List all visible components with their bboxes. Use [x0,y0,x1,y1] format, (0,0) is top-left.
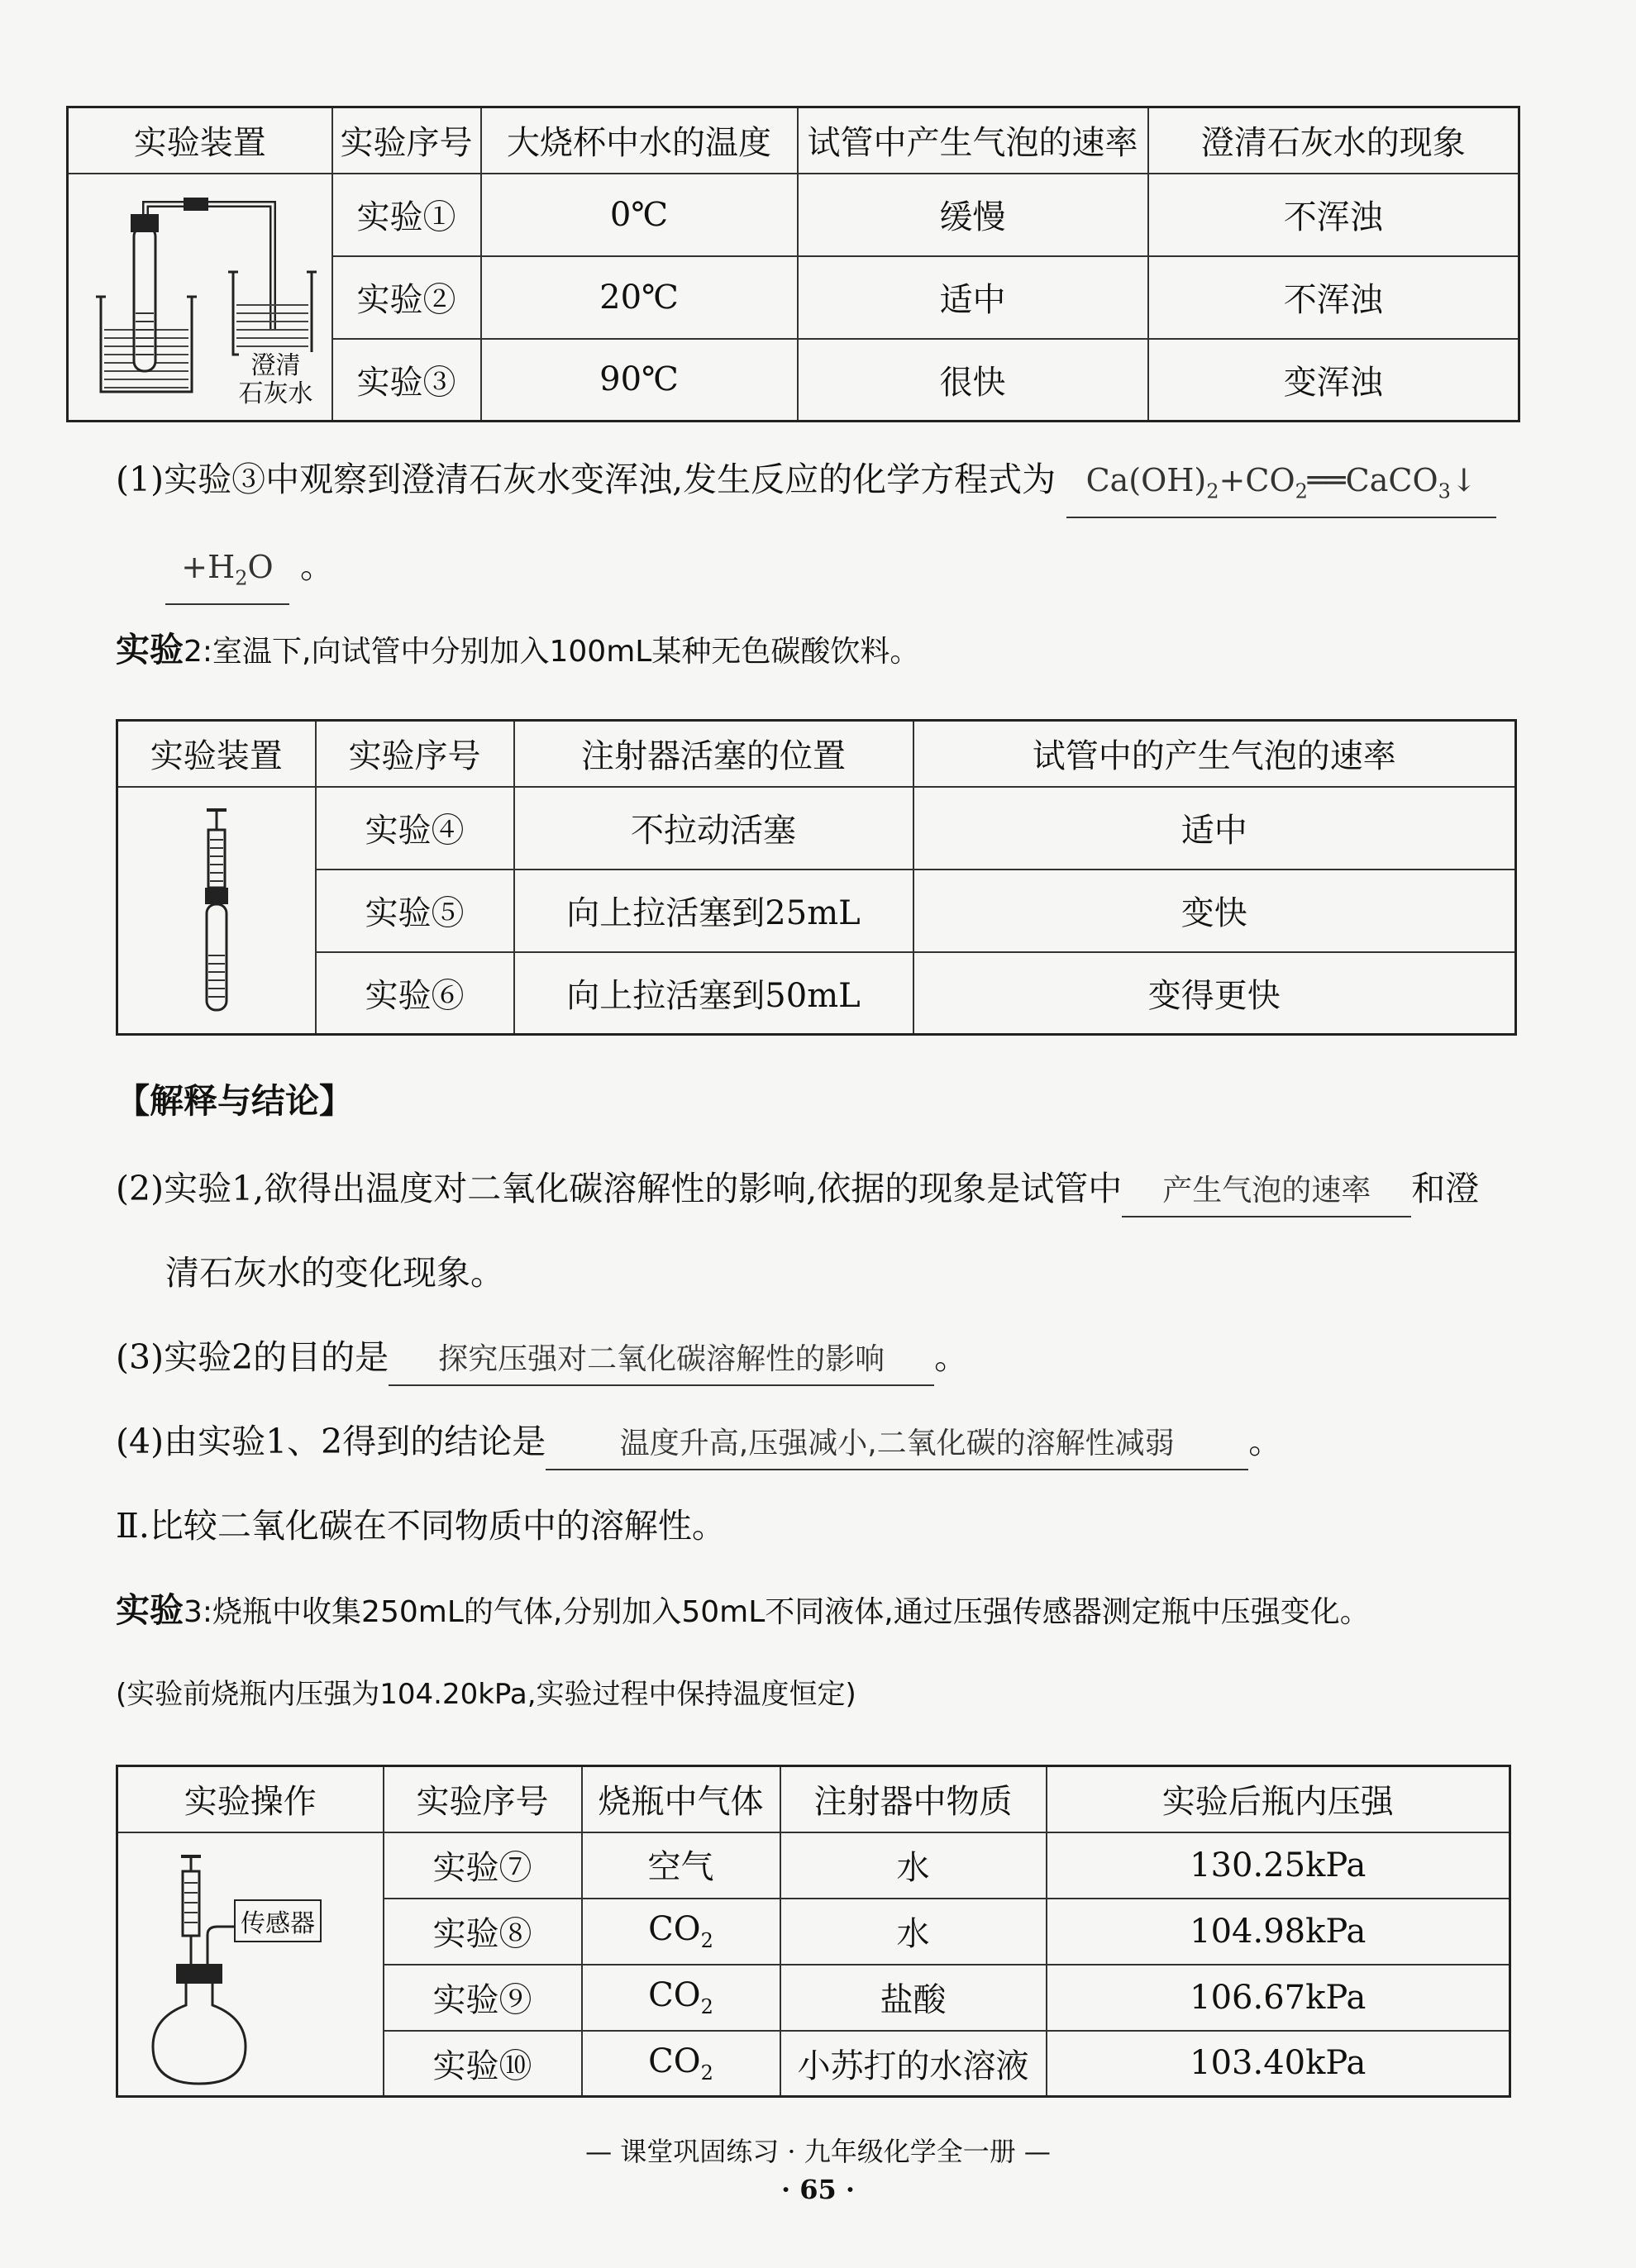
limewater-label: 澄清 石灰水 [238,351,313,408]
question-2-continued: 清石灰水的变化现象。 [165,1253,504,1293]
table1-row-id: 实验② [332,256,481,339]
table3-header-pressure: 实验后瓶内压强 [1047,1766,1510,1832]
table3-row-pressure: 106.67kPa [1047,1965,1510,2031]
table3-row-gas: $CO_2$ [582,1965,780,2031]
exp3-text: 3:烧瓶中收集250mL的气体,分别加入50mL不同液体,通过压强传感器测定瓶中压强变化。 [184,1595,1370,1629]
table3-row-id: 实验⑦ [384,1832,582,1899]
experiment-2-intro [116,625,919,677]
table2-apparatus-cell [117,787,316,1035]
experiment-2-table [116,719,1517,1036]
q2-answer: 产生气泡的速率 [1122,1166,1411,1217]
table2-header-apparatus: 实验装置 [117,721,316,787]
table3-row-pressure: 104.98kPa [1047,1899,1510,1965]
table2-row-position: 不拉动活塞 [514,787,913,870]
question-4 [116,1417,1282,1470]
q3-prompt: (3)实验2的目的是 [116,1337,389,1377]
table3-apparatus-cell [117,1832,384,2097]
table3-header-gas: 烧瓶中气体 [582,1766,780,1832]
table2-header-rate: 试管中的产生气泡的速率 [913,721,1516,787]
table1-row-temp: 90℃ [481,339,798,422]
footer-title: — 课堂巩固练习 · 九年级化学全一册 — [585,2136,1051,2167]
table3-header-operation: 实验操作 [117,1766,384,1832]
q1-prompt: (1)实验③中观察到澄清石灰水变浑浊,发生反应的化学方程式为 [116,460,1056,499]
part-2-title: Ⅱ.比较二氧化碳在不同物质中的溶解性。 [116,1506,726,1546]
q3-answer: 探究压强对二氧化碳溶解性的影响 [389,1335,934,1386]
table1-header-temp: 大烧杯中水的温度 [481,107,798,174]
table1-row-id: 实验① [332,174,481,256]
table3-row-id: 实验⑧ [384,1899,582,1965]
table2-header-id: 实验序号 [316,721,514,787]
table3-row-gas: $CO_2$ [582,1899,780,1965]
q1-answer: $Ca(OH)_2+CO_2══CaCO_3↓$ [1066,455,1496,518]
table3-row-substance: 小苏打的水溶液 [780,2031,1047,2097]
sensor-label: 传感器 [234,1899,322,1942]
table2-row-rate: 变得更快 [913,952,1516,1035]
table1-row-rate: 适中 [798,256,1148,339]
table3-row-gas: 空气 [582,1832,780,1899]
table1-header-id: 实验序号 [332,107,481,174]
table1-header-rate: 试管中产生气泡的速率 [798,107,1148,174]
table1-row-temp: 20℃ [481,256,798,339]
table2-header-position: 注射器活塞的位置 [514,721,913,787]
table3-header-substance: 注射器中物质 [780,1766,1047,1832]
experiment-3-intro [116,1585,1370,1637]
table3-row-substance: 盐酸 [780,1965,1047,2031]
table2-row-rate: 适中 [913,787,1516,870]
q1-answer-continued: $+H_2O$ [165,542,289,605]
table3-row-substance: 水 [780,1899,1047,1965]
flask-syringe-sensor-icon [151,1840,350,2088]
table1-row-temp: 0℃ [481,174,798,256]
table1-row-id: 实验③ [332,339,481,422]
page-number: · 65 · [780,2174,856,2205]
q3-end: 。 [934,1337,969,1377]
table2-row-id: 实验④ [316,787,514,870]
question-2 [116,1164,1479,1217]
table1-row-rate: 很快 [798,339,1148,422]
table2-row-position: 向上拉活塞到25mL [514,870,913,952]
q4-prompt: (4)由实验1、2得到的结论是 [116,1422,546,1461]
q4-answer: 温度升高,压强减小,二氧化碳的溶解性减弱 [546,1419,1248,1470]
table3-row-gas: $CO_2$ [582,2031,780,2097]
table1-apparatus-cell [68,174,332,422]
table3-row-id: 实验⑩ [384,2031,582,2097]
table1-header-apparatus: 实验装置 [68,107,332,174]
table1-row-phenomenon: 变浑浊 [1148,339,1519,422]
exp3-label: 实验 [116,1590,184,1630]
table3-row-substance: 水 [780,1832,1047,1899]
question-1-continued [165,541,334,605]
exp2-text: 2:室温下,向试管中分别加入100mL某种无色碳酸饮料。 [184,635,920,669]
table1-header-phenomenon: 澄清石灰水的现象 [1148,107,1519,174]
table3-header-id: 实验序号 [384,1766,582,1832]
table3-row-pressure: 130.25kPa [1047,1832,1510,1899]
q2-after: 和澄 [1411,1169,1480,1208]
table2-row-id: 实验⑥ [316,952,514,1035]
table3-row-id: 实验⑨ [384,1965,582,2031]
table1-row-phenomenon: 不浑浊 [1148,174,1519,256]
experiment-3-note: (实验前烧瓶内压强为104.20kPa,实验过程中保持温度恒定) [116,1678,856,1711]
experiment-3-table [116,1765,1511,2098]
table2-row-rate: 变快 [913,870,1516,952]
table1-row-rate: 缓慢 [798,174,1148,256]
question-3 [116,1332,968,1386]
exp2-label: 实验 [116,630,184,669]
table1-row-phenomenon: 不浑浊 [1148,256,1519,339]
table2-row-position: 向上拉活塞到50mL [514,952,913,1035]
section-title: 【解释与结论】 [116,1081,353,1121]
syringe-test-tube-icon [192,807,241,1013]
table3-row-pressure: 103.40kPa [1047,2031,1510,2097]
experiment-1-table [66,106,1520,422]
q4-end: 。 [1248,1422,1283,1461]
question-1 [116,455,1496,518]
q2-prompt: (2)实验1,欲得出温度对二氧化碳溶解性的影响,依据的现象是试管中 [116,1169,1123,1208]
table2-row-id: 实验⑤ [316,870,514,952]
q1-end: 。 [300,546,335,586]
